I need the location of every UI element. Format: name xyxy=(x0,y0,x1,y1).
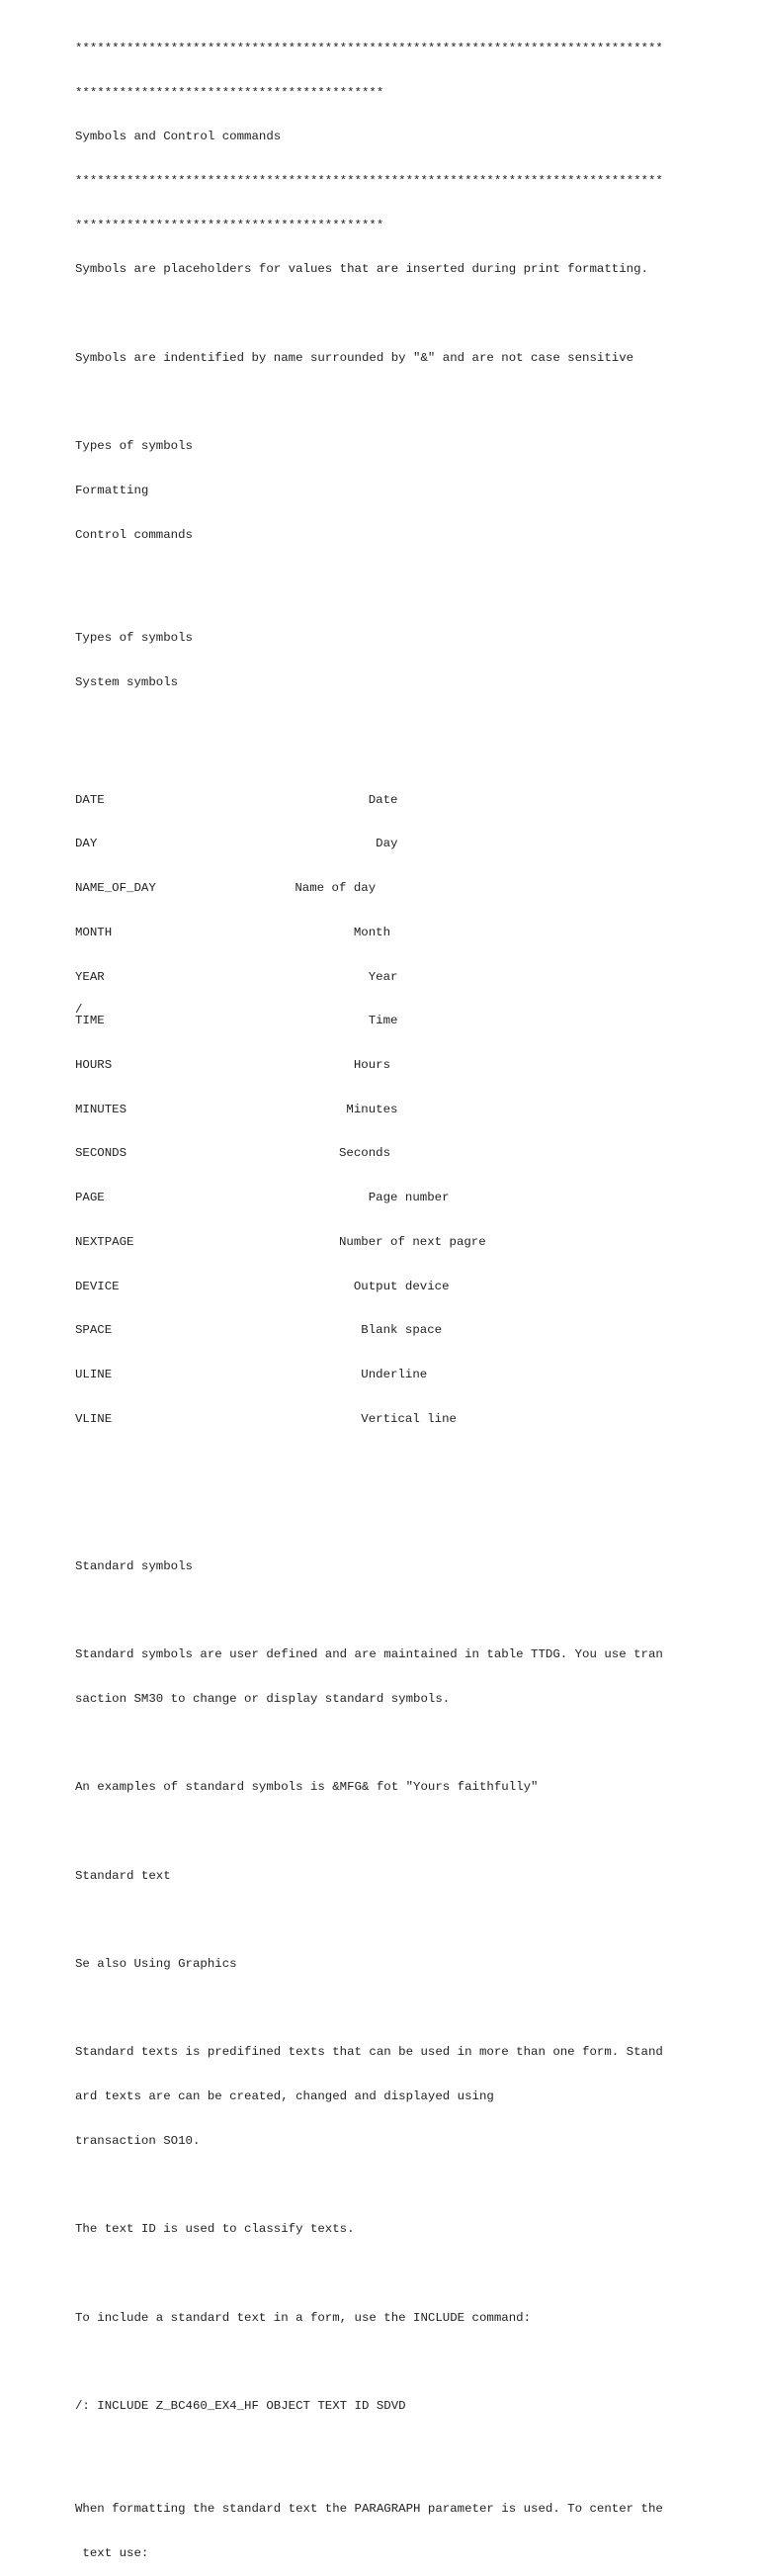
symbol-desc: Name of day xyxy=(221,881,377,896)
intro-paragraph-2: Symbols are indentified by name surrounded by "&" and are not case sensitive xyxy=(75,350,634,365)
standard-texts-paragraph-cont: ard texts are can be created, changed and displayed using xyxy=(75,2089,494,2104)
stars-line: ****************************************** xyxy=(75,218,384,232)
symbol-row xyxy=(75,837,747,851)
symbol-row xyxy=(75,1368,747,1382)
document-title: Symbols and Control commands xyxy=(75,130,282,144)
symbol-name: MONTH xyxy=(75,925,113,939)
include-command: /: INCLUDE Z_BC460_EX4_HF OBJECT TEXT ID SDVD xyxy=(75,2399,406,2413)
see-also-line: Se also Using Graphics xyxy=(75,1956,237,1971)
standard-texts-paragraph-end: transaction SO10. xyxy=(75,2133,201,2148)
symbol-name: SPACE xyxy=(75,1323,113,1338)
formatting-paragraph: When formatting the standard text the PARAGRAPH parameter is used. To center the xyxy=(75,2502,663,2517)
types-item-formatting: Formatting xyxy=(75,483,149,497)
symbol-name: NAME_OF_DAY xyxy=(75,881,156,896)
symbol-desc: Output device xyxy=(221,1279,450,1293)
symbol-name: TIME xyxy=(75,1014,105,1028)
symbol-row xyxy=(75,1323,747,1338)
standard-example: An examples of standard symbols is &MFG& fot "Yours faithfully" xyxy=(75,1780,539,1795)
symbol-row xyxy=(75,1058,747,1073)
symbol-desc: Hours xyxy=(221,1058,391,1072)
system-symbols-heading: System symbols xyxy=(75,674,179,689)
stars-line: ****************************************** xyxy=(75,85,384,100)
symbol-desc: Number of next pagre xyxy=(221,1234,486,1249)
system-symbols-table xyxy=(75,763,747,1456)
symbol-name: YEAR xyxy=(75,969,105,984)
formatting-paragraph-cont: text use: xyxy=(75,2546,149,2561)
symbol-desc: Time xyxy=(221,1014,398,1028)
symbol-name: VLINE xyxy=(75,1411,113,1426)
types-heading: Types of symbols xyxy=(75,439,193,454)
symbol-desc: Month xyxy=(221,925,391,939)
symbol-row xyxy=(75,1103,747,1117)
symbol-row xyxy=(75,1014,747,1028)
symbol-name: DAY xyxy=(75,837,98,851)
stars-line: ******************************************************************************** xyxy=(75,173,663,188)
symbol-row xyxy=(75,1146,747,1161)
symbol-desc: Date xyxy=(221,792,398,807)
standard-symbols-heading: Standard symbols xyxy=(75,1558,193,1573)
symbol-row xyxy=(75,970,747,985)
symbol-row xyxy=(75,1191,747,1205)
standard-texts-paragraph: Standard texts is predifined texts that can be used in more than one form. Stand xyxy=(75,2045,663,2060)
symbol-desc: Minutes xyxy=(221,1102,398,1116)
document-page xyxy=(75,12,747,2576)
symbol-row xyxy=(75,926,747,940)
symbol-name: ULINE xyxy=(75,1367,113,1381)
symbol-row xyxy=(75,881,747,896)
symbol-row xyxy=(75,1235,747,1250)
symbol-desc: Seconds xyxy=(221,1146,391,1161)
types-item-control: Control commands xyxy=(75,527,193,542)
symbol-desc: Year xyxy=(221,969,398,984)
symbol-name: DATE xyxy=(75,792,105,807)
types-heading-2: Types of symbols xyxy=(75,630,193,645)
symbol-desc: Day xyxy=(221,837,398,851)
standard-paragraph-1: Standard symbols are user defined and are maintained in table TTDG. You use tran xyxy=(75,1647,663,1662)
symbol-name: SECONDS xyxy=(75,1146,127,1161)
symbol-desc: Page number xyxy=(221,1191,450,1205)
intro-paragraph-1: Symbols are placeholders for values that are inserted during print formatting. xyxy=(75,262,648,277)
symbol-name: HOURS xyxy=(75,1058,113,1072)
stars-line: ******************************************************************************** xyxy=(75,41,663,55)
symbol-name: DEVICE xyxy=(75,1279,120,1293)
standard-text-heading: Standard text xyxy=(75,1868,171,1883)
text-id-paragraph: The text ID is used to classify texts. xyxy=(75,2222,355,2237)
include-paragraph: To include a standard text in a form, use the INCLUDE command: xyxy=(75,2310,532,2325)
symbol-row xyxy=(75,1412,747,1427)
symbol-name: PAGE xyxy=(75,1191,105,1205)
standard-paragraph-1-cont: saction SM30 to change or display standard symbols. xyxy=(75,1691,451,1706)
symbol-name: NEXTPAGE xyxy=(75,1234,134,1249)
page-tail-char: / xyxy=(75,1003,83,1017)
symbol-desc: Underline xyxy=(221,1367,428,1381)
symbol-desc: Vertical line xyxy=(221,1411,457,1426)
symbol-name: MINUTES xyxy=(75,1102,127,1116)
symbol-row xyxy=(75,793,747,808)
symbol-desc: Blank space xyxy=(221,1323,443,1338)
symbol-row xyxy=(75,1280,747,1294)
